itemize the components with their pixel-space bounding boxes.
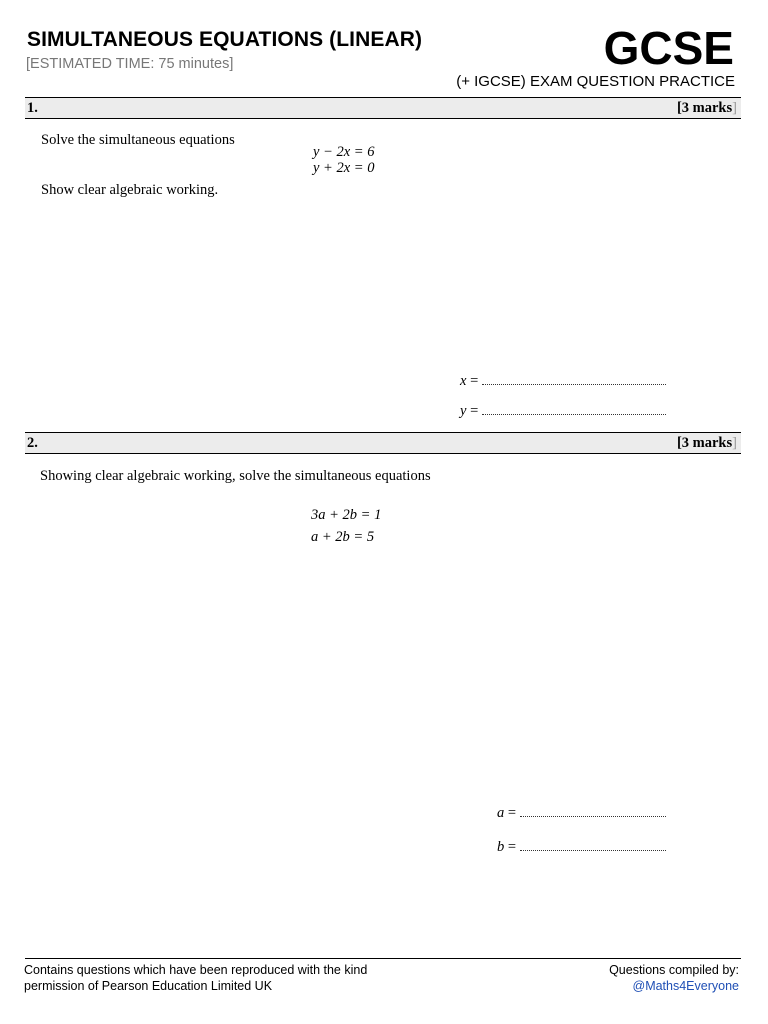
question-marks (677, 435, 737, 452)
answer-x-field[interactable] (482, 372, 666, 385)
answer-y-field[interactable] (482, 402, 666, 415)
answer-equals: = (466, 403, 479, 419)
footer-credits (609, 963, 739, 994)
answer-a-field[interactable] (520, 804, 666, 817)
marks-bracket: ] (732, 435, 737, 451)
question-1-prompt: Solve the simultaneous equations (41, 132, 235, 148)
equation-2a: 3a + 2b = 1 (311, 507, 382, 523)
answer-equals: = (504, 839, 517, 855)
marks-text: [3 marks (676, 100, 733, 116)
tagline: (+ IGCSE) EXAM QUESTION PRACTICE (456, 73, 735, 90)
marks-bracket: ] (732, 100, 737, 116)
equation-1b: y + 2x = 0 (313, 160, 375, 176)
question-number: 1. (27, 100, 38, 116)
question-2-prompt: Showing clear algebraic working, solve the simultaneous equations (40, 468, 431, 484)
question-number: 2. (27, 435, 38, 451)
footer-line: permission of Pearson Education Limited UK (24, 978, 273, 993)
footer-line: Contains questions which have been reproduced with the kind (24, 963, 368, 977)
marks-text: [3 marks (676, 435, 733, 451)
question-1-instruction: Show clear algebraic working. (41, 182, 219, 198)
footer-credit-label: Questions compiled by: (609, 963, 739, 977)
answer-equals: = (466, 373, 479, 389)
answer-label: a (497, 805, 505, 821)
page-title: SIMULTANEOUS EQUATIONS (LINEAR) (27, 28, 423, 51)
answer-label: x (460, 373, 467, 389)
brand-title: GCSE (603, 22, 734, 74)
answer-b-row (497, 838, 666, 856)
answer-a-row (497, 804, 666, 822)
answer-label: b (497, 839, 505, 855)
question-1-header (25, 97, 741, 119)
footer-attribution (24, 963, 367, 994)
equation-2b: a + 2b = 5 (311, 529, 375, 545)
answer-y-row (460, 402, 666, 420)
question-marks (677, 100, 737, 117)
estimated-time: [ESTIMATED TIME: 75 minutes] (26, 56, 234, 72)
author-handle-link[interactable]: @Maths4Everyone (632, 978, 739, 993)
answer-x-row (460, 372, 666, 390)
equation-1a: y − 2x = 6 (313, 144, 375, 160)
answer-equals: = (504, 805, 517, 821)
question-2-header (25, 432, 741, 454)
answer-label: y (460, 403, 467, 419)
answer-b-field[interactable] (520, 838, 666, 851)
footer-divider (25, 958, 741, 959)
